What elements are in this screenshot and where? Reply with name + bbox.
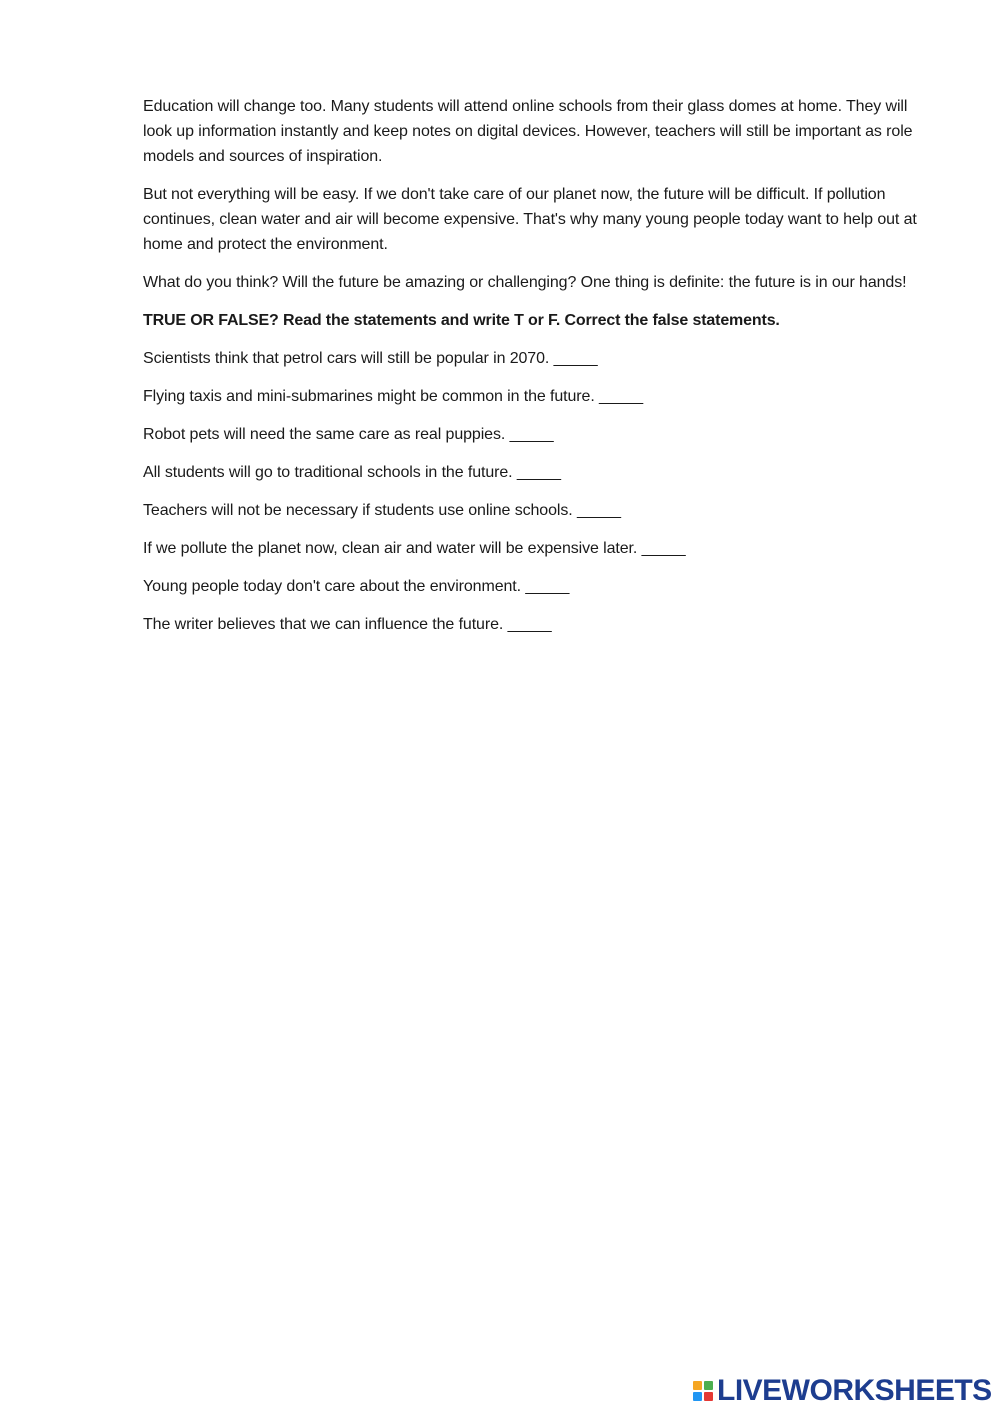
logo-square [704, 1392, 713, 1401]
answer-blank[interactable]: _____ [516, 464, 561, 481]
logo-square [693, 1392, 702, 1401]
statement-text: Robot pets will need the same care as real puppies. [143, 426, 506, 443]
paragraph-conclusion: What do you think? Will the future be amazing or challenging? One thing is definite: the future is in our hands! [143, 274, 907, 291]
statement-list [143, 346, 933, 637]
answer-blank[interactable]: _____ [576, 502, 621, 519]
statement-item [143, 346, 933, 371]
answer-blank[interactable]: _____ [507, 616, 552, 633]
statement-item [143, 612, 933, 637]
statement-item [143, 498, 933, 523]
statement-item [143, 536, 933, 561]
statement-text: If we pollute the planet now, clean air and water will be expensive later. [143, 540, 638, 557]
statement-text: Scientists think that petrol cars will still be popular in 2070. [143, 350, 550, 367]
answer-blank[interactable]: _____ [641, 540, 686, 557]
logo-square [693, 1381, 702, 1390]
answer-blank[interactable]: _____ [525, 578, 570, 595]
answer-blank[interactable]: _____ [599, 388, 644, 405]
statement-item [143, 574, 933, 599]
statement-text: Young people today don't care about the environment. [143, 578, 521, 595]
statement-item [143, 460, 933, 485]
exercise-instruction: TRUE OR FALSE? Read the statements and write T or F. Correct the false statements. [143, 312, 780, 329]
paragraph-environment: But not everything will be easy. If we don't take care of our planet now, the future will be difficult. If pollution continues, clean water and air will become expensive. That's why many young people today want to help out at home and protect the environment. [143, 186, 917, 253]
statement-item [143, 384, 933, 409]
worksheet-page [143, 94, 933, 650]
paragraph-education: Education will change too. Many students will attend online schools from their glass domes at home. They will look up information instantly and keep notes on digital devices. However, teachers will still be important as role models and sources of inspiration. [143, 98, 913, 165]
logo-wordmark: LIVEWORKSHEETS [717, 1374, 992, 1407]
statement-text: Flying taxis and mini-submarines might be common in the future. [143, 388, 595, 405]
answer-blank[interactable]: _____ [553, 350, 598, 367]
statement-text: All students will go to traditional schools in the future. [143, 464, 513, 481]
statement-item [143, 422, 933, 447]
logo-square [704, 1381, 713, 1390]
liveworksheets-logo-icon [693, 1381, 713, 1401]
answer-blank[interactable]: _____ [509, 426, 554, 443]
statement-text: The writer believes that we can influence the future. [143, 616, 504, 633]
liveworksheets-logo [693, 1374, 992, 1408]
statement-text: Teachers will not be necessary if students use online schools. [143, 502, 573, 519]
